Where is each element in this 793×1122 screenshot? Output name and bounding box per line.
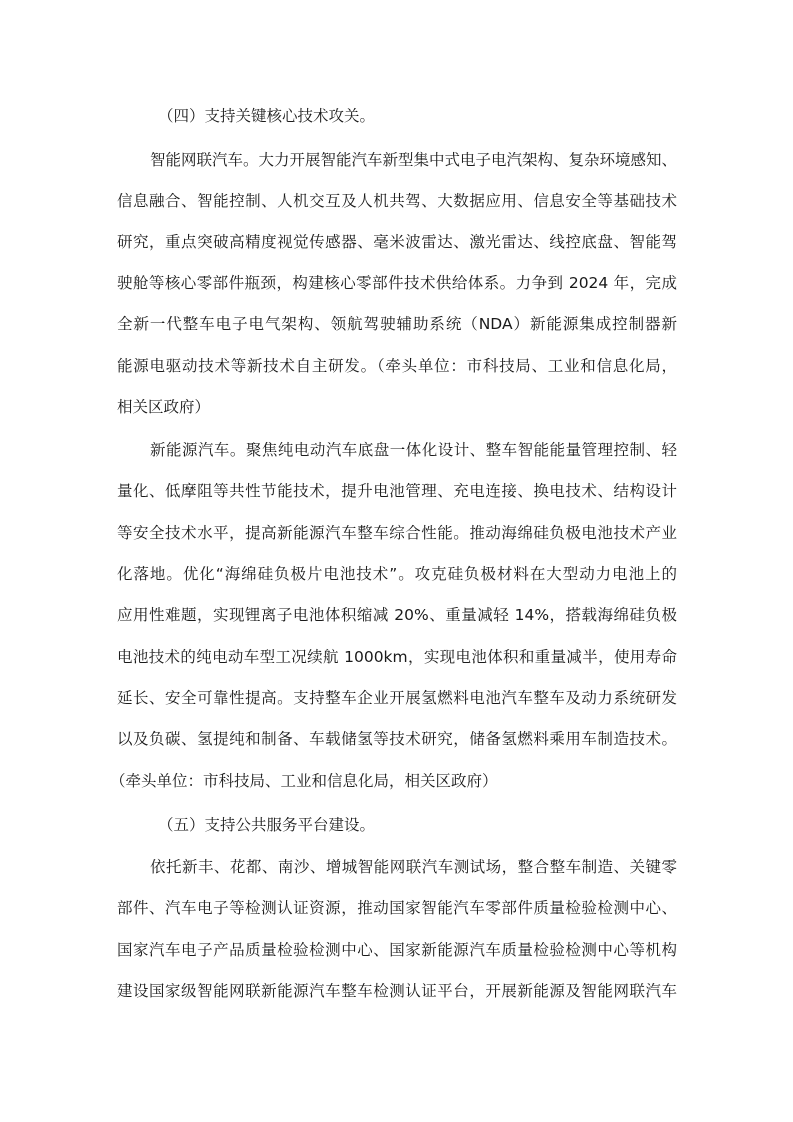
paragraph-line: 全新一代整车电子电气架构、领航驾驶辅助系统（NDA）新能源集成控制器新 (117, 315, 677, 333)
paragraph-line: 等安全技术水平，提高新能源汽车整车综合性能。推动海绵硅负极电池技术产业 (117, 524, 677, 542)
paragraph-line: 智能网联汽车。大力开展智能汽车新型集中式电子电汽架构、复杂环境感知、 (150, 151, 677, 169)
section-5-heading: （五）支持公共服务平台建设。 (158, 816, 376, 834)
paragraph-line: 相关区政府） (117, 398, 211, 416)
paragraph-line: 国家汽车电子产品质量检验检测中心、国家新能源汽车质量检验检测中心等机构 (117, 941, 677, 959)
paragraph-line: 能源电驱动技术等新技术自主研发。（牵头单位：市科技局、工业和信息化局， (117, 357, 677, 375)
section-4-heading: （四）支持关键核心技术攻关。 (158, 107, 376, 125)
paragraph-line: 建设国家级智能网联新能源汽车整车检测认证平台，开展新能源及智能网联汽车 (117, 982, 677, 1000)
paragraph-line: （牵头单位：市科技局、工业和信息化局，相关区政府） (110, 772, 498, 790)
paragraph-line: 信息融合、智能控制、人机交互及人机共驾、大数据应用、信息安全等基础技术 (117, 192, 677, 210)
paragraph-line: 依托新丰、花都、南沙、增城智能网联汽车测试场，整合整车制造、关键零 (150, 858, 677, 876)
paragraph-line: 化落地。优化“海绵硅负极片电池技术”。攻克硅负极材料在大型动力电池上的 (117, 565, 677, 583)
paragraph-line: 量化、低摩阻等共性节能技术，提升电池管理、充电连接、换电技术、结构设计 (117, 482, 677, 500)
paragraph-line: 延长、安全可靠性提高。支持整车企业开展氢燃料电池汽车整车及动力系统研发 (117, 689, 677, 707)
paragraph-line: 研究，重点突破高精度视觉传感器、毫米波雷达、激光雷达、线控底盘、智能驾 (117, 233, 677, 251)
paragraph-line: 以及负碳、氢提纯和制备、车载储氢等技术研究，储备氢燃料乘用车制造技术。 (117, 730, 677, 748)
paragraph-line: 应用性难题，实现锂离子电池体积缩减 20%、重量减轻 14%，搭载海绵硅负极 (117, 606, 677, 624)
paragraph-line: 新能源汽车。聚焦纯电动汽车底盘一体化设计、整车智能能量管理控制、轻 (150, 441, 677, 459)
paragraph-line: 驶舱等核心零部件瓶颈，构建核心零部件技术供给体系。力争到 2024 年，完成 (117, 274, 677, 292)
paragraph-line: 部件、汽车电子等检测认证资源，推动国家智能汽车零部件质量检验检测中心、 (117, 899, 677, 917)
paragraph-line: 电池技术的纯电动车型工况续航 1000km，实现电池体积和重量减半，使用寿命 (117, 648, 677, 666)
